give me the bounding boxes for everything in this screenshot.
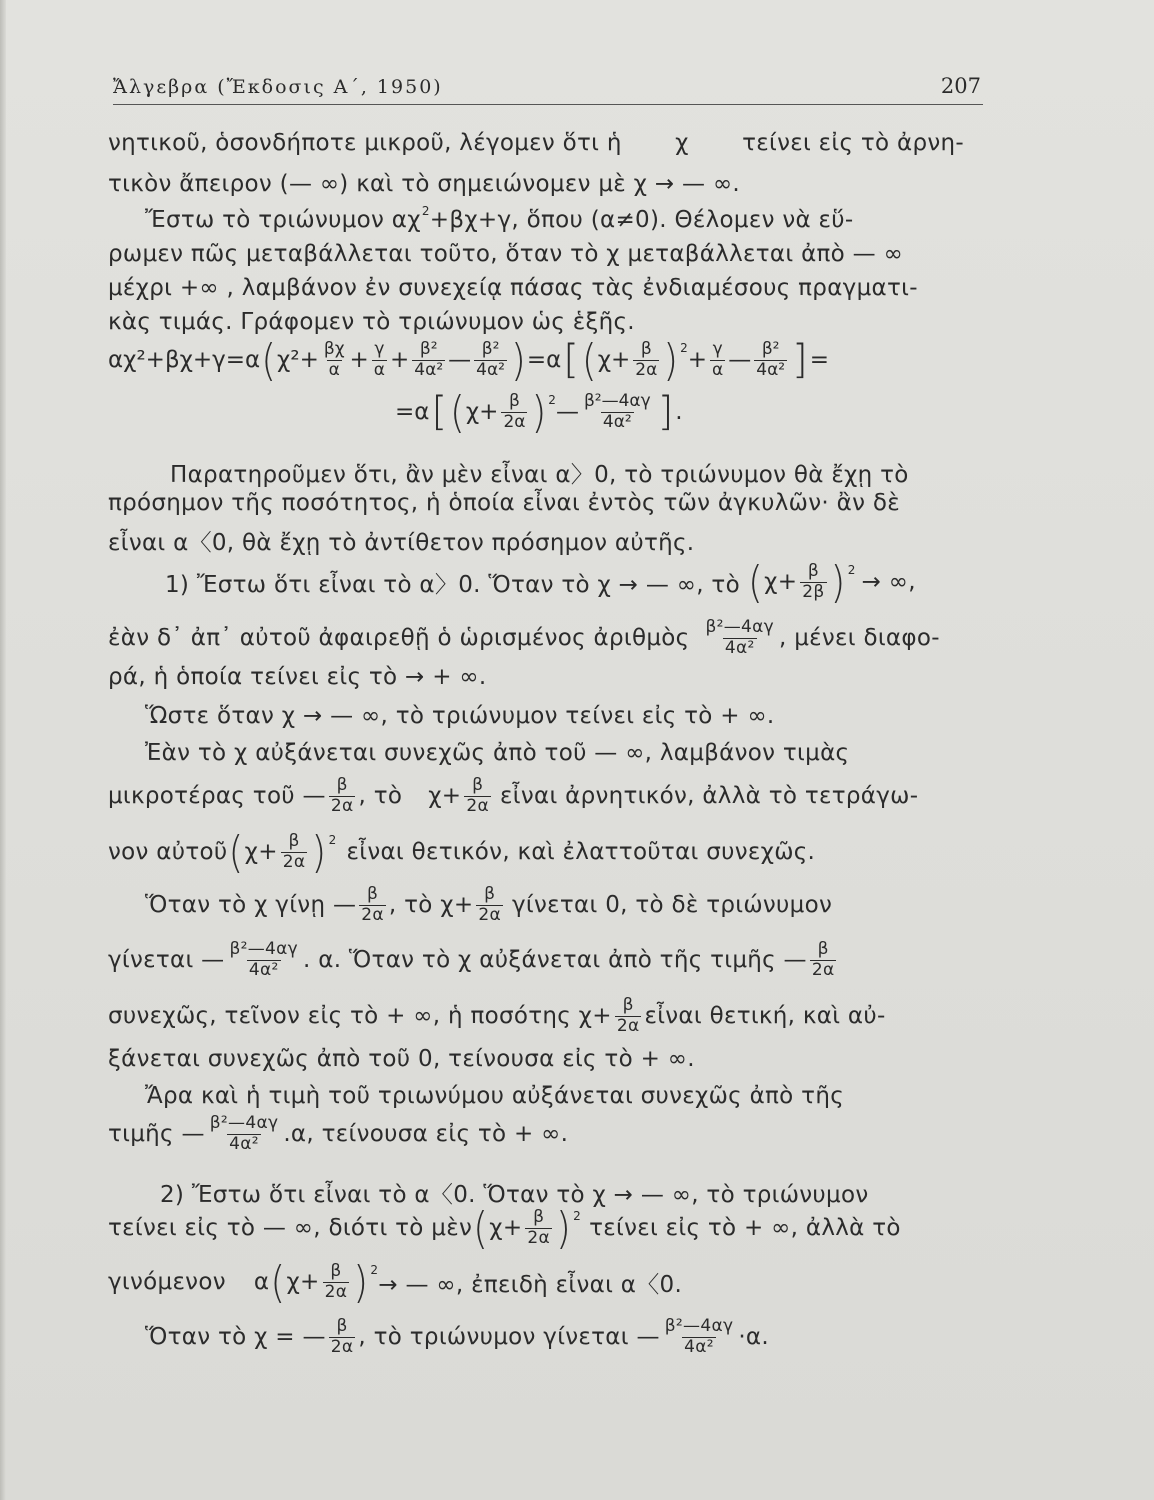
text-segment: γινόμενον [108,1269,226,1296]
text-segment: γίνεται 0, τὸ δὲ τριώνυμον [512,892,833,919]
text-line: ρά, ἡ ὁποία τείνει εἰς τὸ → + ∞. [108,664,487,690]
text-line: νον αὐτοῦ ( χ+ $\frac{\beta}{2\alpha}$ ) 2 εἶναι θετικόν, καὶ ἐλαττοῦται συνεχῶς. [108,826,816,878]
text-line: μέχρι +∞ , λαμβάνον ἐν συνεχείᾳ πάσας τὰς ἐνδιαμέσους πραγματι- [108,275,918,301]
fraction: $\frac{\beta\chi}{\alpha}$ [323,339,345,380]
text-line: 2) Ἔστω ὅτι εἶναι τὸ α〈0. Ὅταν τὸ χ → — ∞, τὸ τριώνυμον [160,1182,869,1208]
text-segment: .α, τείνουσα εἰς τὸ + ∞. [283,1121,569,1148]
fraction: $\frac{\beta}{2\alpha}$ [503,391,526,432]
text-line [108,1114,568,1154]
text-line: πρόσημον τῆς ποσότητος, ἡ ὁποία εἶναι ἐντὸς τῶν ἀγκυλῶν· ἂν δὲ [108,490,900,516]
text-segment: μικροτέρας τοῦ — [108,783,326,810]
text-line [108,130,964,156]
arrow-symbol: → [654,171,675,197]
fraction: $\frac{\beta}{2\alpha}$ [635,339,658,380]
text-line [108,776,918,816]
text-segment: εἶναι θετική, καὶ αὐ- [644,1003,886,1030]
text-segment: τείνει εἰς τὸ ἀρνη- [742,130,964,156]
fraction: $\frac{\beta}{2\alpha}$ [330,1316,354,1357]
text-segment: Ἔστω τὸ τριώνυμον αχ [145,207,421,233]
bracket-close: ] [792,337,808,384]
fraction: $\frac{\beta}{2\alpha}$ [616,995,640,1036]
fraction: $\frac{\text{β²—4αγ}}{\text{4α²}}$ [583,391,651,432]
page-spine-shadow [0,0,6,1500]
fraction: $\frac{\gamma}{\alpha}$ [712,339,724,380]
text-segment: +βχ+γ, ὅπου (α≠0). Θέλομεν νὰ εὕ- [429,207,854,233]
text-line [108,940,839,980]
text-line [108,996,886,1036]
fraction: $\frac{\gamma}{\alpha}$ [373,339,386,380]
text-segment: εἶναι θετικόν, καὶ ἐλαττοῦται συνεχῶς. [346,839,816,866]
text-line: 1) Ἔστω ὅτι εἶναι τὸ α〉0. Ὅταν τὸ χ → — ∞, τὸ ( χ+ $\frac{\beta}{2\beta}$ ) 2 → ∞, [165,556,916,608]
text-segment: . α. Ὅταν τὸ χ αὐξάνεται ἀπὸ τῆς τιμῆς — [303,947,807,974]
eq-text: χ+ [764,569,798,596]
running-head: Ἄλγεβρα (Ἔκδοσις Α΄, 1950) [113,76,443,98]
text-segment: ἐὰν δ᾿ ἀπ᾿ αὐτοῦ ἀφαιρεθῇ ὁ ὡρισμένος ἀριθμὸς [108,625,690,652]
text-segment: τικὸν ἄπειρον (— ∞) καὶ τὸ σημειώνομεν μὲ χ [108,171,648,197]
fraction: $\frac{\text{β²—4αγ}}{\text{4α²}}$ [209,1113,279,1154]
fraction: $\frac{\beta}{2\alpha}$ [282,831,306,872]
text-segment: , τὸ [358,783,403,810]
text-segment: τείνει εἰς τὸ + ∞, ἀλλὰ τὸ [589,1215,901,1242]
page-number: 207 [940,74,981,98]
fraction: $\frac{\beta}{2\beta}$ [802,561,825,602]
paren-open: ( [261,334,277,386]
text-line: Ἔστω τὸ τριώνυμον $\alpha\chi^2+\beta\chi+\gamma$, ὅπου (α≠0). Θέλομεν νὰ εὕ- [145,204,854,233]
text-segment: , τὸ χ+ [388,892,474,919]
page-header [113,74,983,105]
text-segment: → ∞, [861,569,916,596]
eq-text: . [675,399,683,426]
text-line: εἶναι α〈0, θὰ ἔχῃ τὸ ἀντίθετον πρόσημον αὐτῆς. [108,530,695,556]
eq-text: χ+ [489,1215,523,1242]
eq-text: =α [395,399,430,426]
fraction: $\frac{\beta}{2\alpha}$ [466,775,490,816]
eq-text: χ+ [244,839,278,866]
eq-text: χ+ [428,783,462,810]
equation-completed-square: =α [ ( χ+ $\frac{\beta}{2\alpha}$ ) 2 — $\frac{\text{β²—4αγ}}{\text{4α²}}$ ] . [395,386,683,438]
fraction: $\frac{\beta}{2\alpha}$ [361,884,384,925]
fraction: $\frac{\text{β²—4αγ}}{\text{4α²}}$ [229,939,299,980]
text-segment: , τὸ τριώνυμον γίνεται — [358,1324,660,1351]
text-line: Παρατηροῦμεν ὅτι, ἂν μὲν εἶναι α〉0, τὸ τριώνυμον θὰ ἔχῃ τὸ [170,462,909,488]
eq-text: χ+ [286,1269,320,1296]
text-segment: τιμῆς — [108,1121,205,1148]
fraction: $\frac{\beta}{2\alpha}$ [330,775,354,816]
text-segment: τείνει εἰς τὸ — ∞, διότι τὸ μὲν [108,1215,473,1242]
text-line: ξάνεται συνεχῶς ἀπὸ τοῦ 0, τείνουσα εἰς τὸ + ∞. [108,1046,695,1072]
fraction: $\frac{\beta}{2\alpha}$ [478,884,502,925]
text-line: Ὥστε ὅταν χ → — ∞, τὸ τριώνυμον τείνει εἰς τὸ + ∞. [145,703,775,729]
text-line: γινόμενον α ( χ+ $\frac{\beta}{2\alpha}$ ) 2 → — ∞, ἐπειδὴ εἶναι α〈0. [108,1256,683,1308]
fraction: $\frac{\text{β²}}{\text{4α²}}$ [476,339,505,380]
text-line [108,171,740,197]
text-segment: 1) Ἔστω ὅτι εἶναι τὸ α〉0. Ὅταν τὸ χ → — ∞, τὸ [165,571,740,598]
eq-text: =α [526,347,562,374]
text-segment: συνεχῶς, τεῖνον εἰς τὸ + ∞, ἡ ποσότης χ+ [108,1003,612,1030]
eq-text: χ+ [465,399,499,426]
paren-close: ) [510,334,526,386]
fraction: $\frac{\beta}{2\alpha}$ [527,1207,551,1248]
text-segment: , μένει διαφο- [779,625,940,652]
text-line: κὰς τιμάς. Γράφομεν τὸ τριώνυμον ὡς ἑξῆς. [108,309,635,335]
text-line: τείνει εἰς τὸ — ∞, διότι τὸ μὲν ( χ+ $\frac{\beta}{2\alpha}$ ) 2 τείνει εἰς τὸ + ∞, ἀλλὰ τὸ [108,1202,901,1254]
text-line [108,618,940,658]
text-segment: χ [675,130,689,156]
text-line: Ἐὰν τὸ χ αὐξάνεται συνεχῶς ἀπὸ τοῦ — ∞, λαμβάνον τιμὰς [145,740,850,766]
eq-text: α [253,1269,270,1296]
text-line [145,885,832,925]
text-segment: Ὅταν τὸ χ γίνῃ — [145,892,357,919]
fraction: $\frac{\text{β²—4αγ}}{\text{4α²}}$ [705,617,774,658]
text-segment: → — ∞, ἐπειδὴ εἶναι α〈0. [378,1271,683,1298]
eq-text: χ² [277,347,300,374]
text-segment: γίνεται — [108,947,225,974]
text-segment: νον αὐτοῦ [108,839,228,866]
fraction: $\frac{\text{β²}}{\text{4α²}}$ [756,339,786,380]
text-segment: Ὅταν τὸ χ = — [145,1324,326,1351]
eq-text: = [809,347,829,374]
eq-text: αχ²+βχ+γ=α [108,347,261,374]
bracket-open: [ [563,337,579,384]
equation-expansion: αχ²+βχ+γ=α ( χ² + $\frac{\beta\chi}{\alpha}$ + $\frac{\gamma}{\alpha}$ + $\frac{\text{β²}}{\text{4α²}}$ — $\frac{\text{β²}}{\text{4α²}}$ ) =α [ ( χ+ $\frac{\beta}{2\alpha}$ ) 2 + $\frac{\gamma}{\alpha}$ — $\frac{\text{β²}}{\text{4α²}}$ ] = [108,334,829,386]
text-line: Ἄρα καὶ ἡ τιμὴ τοῦ τριωνύμου αὐξάνεται συνεχῶς ἀπὸ τῆς [145,1083,844,1109]
text-segment: εἶναι ἀρνητικόν, ἀλλὰ τὸ τετράγω- [500,783,919,810]
eq-text: χ+ [597,347,631,374]
fraction: $\frac{\text{β²—4αγ}}{\text{4α²}}$ [664,1316,734,1357]
text-segment: ·α. [738,1324,769,1351]
fraction: $\frac{\text{β²}}{\text{4α²}}$ [414,339,444,380]
fraction: $\frac{\beta}{2\alpha}$ [324,1261,348,1302]
text-segment: — ∞. [682,171,741,197]
text-line: ρωμεν πῶς μεταβάλλεται τοῦτο, ὅταν τὸ χ μεταβάλλεται ἀπὸ — ∞ [108,241,904,267]
text-line [145,1317,769,1357]
text-segment: νητικοῦ, ὁσονδήποτε μικροῦ, λέγομεν ὅτι ἡ [108,130,622,156]
fraction: $\frac{\beta}{2\alpha}$ [811,939,835,980]
